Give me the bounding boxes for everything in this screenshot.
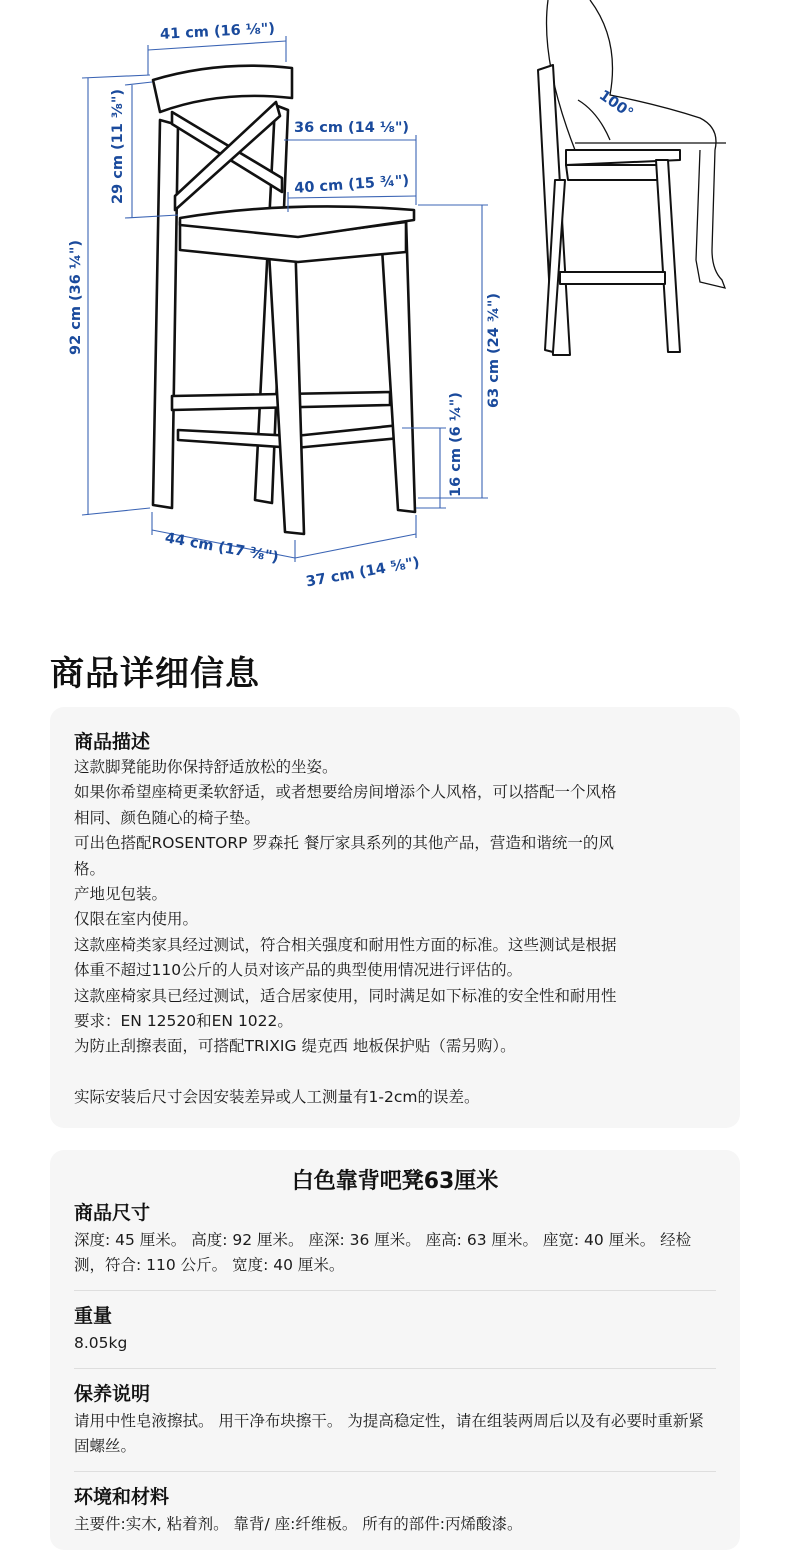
dim-seat-height: 63 cm (24 ¾") bbox=[486, 292, 502, 408]
dim-back-width: 41 cm (16 ⅛") bbox=[159, 20, 276, 43]
spec-heading: 商品尺寸 bbox=[74, 1202, 151, 1224]
description-line: 体重不超过110公斤的人员对该产品的典型使用情况进行评估的。 bbox=[74, 961, 523, 980]
spec-section-dimensions bbox=[74, 1200, 716, 1290]
description-lines bbox=[74, 755, 716, 1111]
page-title: 商品详细信息 bbox=[50, 654, 260, 694]
spec-text: 主要件:实木, 粘着剂。 靠背/ 座:纤维板。 所有的部件:丙烯酸漆。 bbox=[74, 1515, 523, 1533]
product-title: 白色靠背吧凳63厘米 bbox=[291, 1169, 499, 1194]
description-line: 这款座椅类家具经过测试，符合相关强度和耐用性方面的标准。这些测试是根据 bbox=[74, 935, 617, 954]
description-spacer bbox=[74, 1060, 716, 1085]
description-line: 产地见包装。 bbox=[74, 885, 168, 904]
description-line: 为防止刮擦表面，可搭配TRIXIG 缇克西 地板保护贴（需另购）。 bbox=[74, 1037, 516, 1056]
description-line: 实际安装后尺寸会因安装差异或人工测量有1-2cm的误差。 bbox=[74, 1088, 480, 1107]
description-line: 如果你希望座椅更柔软舒适，或者想要给房间增添个人风格，可以搭配一个风格 bbox=[74, 783, 617, 802]
dim-footrest-height: 16 cm (6 ¼") bbox=[448, 392, 464, 497]
spec-section-weight bbox=[74, 1290, 716, 1368]
description-line: 相同、颜色随心的椅子垫。 bbox=[74, 808, 261, 827]
spec-section-care bbox=[74, 1368, 716, 1471]
description-heading: 商品描述 bbox=[74, 731, 151, 753]
side-view-drawing bbox=[538, 0, 726, 355]
dim-total-height: 92 cm (36 ¼") bbox=[68, 239, 84, 355]
chair-dimension-drawing bbox=[0, 0, 790, 600]
spec-heading: 保养说明 bbox=[74, 1383, 151, 1405]
description-line: 仅限在室内使用。 bbox=[74, 910, 199, 929]
spec-section-materials bbox=[74, 1471, 716, 1549]
dimension-diagram bbox=[0, 0, 790, 600]
description-line: 要求：EN 12520和EN 1022。 bbox=[74, 1012, 293, 1031]
dim-seat-depth: 36 cm (14 ⅛") bbox=[294, 120, 410, 136]
angle-label: 100° bbox=[595, 87, 636, 123]
description-line: 这款脚凳能助你保持舒适放松的坐姿。 bbox=[74, 758, 338, 776]
spec-text: 8.05kg bbox=[74, 1334, 128, 1352]
specs-card bbox=[50, 1150, 740, 1550]
spec-text: 请用中性皂液擦拭。 用干净布块擦干。 为提高稳定性，请在组装两周后以及有必要时重新紧固螺丝。 bbox=[74, 1412, 704, 1455]
dim-back-height: 29 cm (11 ⅜") bbox=[110, 88, 126, 204]
dim-base-depth: 44 cm (17 ⅜") bbox=[163, 530, 280, 567]
spec-heading: 重量 bbox=[74, 1305, 113, 1327]
description-card bbox=[50, 707, 740, 1128]
description-line: 可出色搭配ROSENTORP 罗森托 餐厅家具系列的其他产品，营造和谐统一的风 bbox=[74, 834, 614, 853]
spec-text: 深度: 45 厘米。 高度: 92 厘米。 座深: 36 厘米。 座高: 63 厘米。 座宽: 40 厘米。 经检测，符合: 110 公斤。 宽度: 40 厘米。 bbox=[74, 1231, 692, 1274]
description-line: 格。 bbox=[74, 859, 106, 878]
spec-heading: 环境和材料 bbox=[74, 1486, 170, 1508]
dim-base-width: 37 cm (14 ⅝") bbox=[304, 554, 421, 591]
description-line: 这款座椅家具已经过测试，适合居家使用，同时满足如下标准的安全性和耐用性 bbox=[74, 986, 617, 1005]
dim-seat-width: 40 cm (15 ¾") bbox=[293, 172, 410, 197]
